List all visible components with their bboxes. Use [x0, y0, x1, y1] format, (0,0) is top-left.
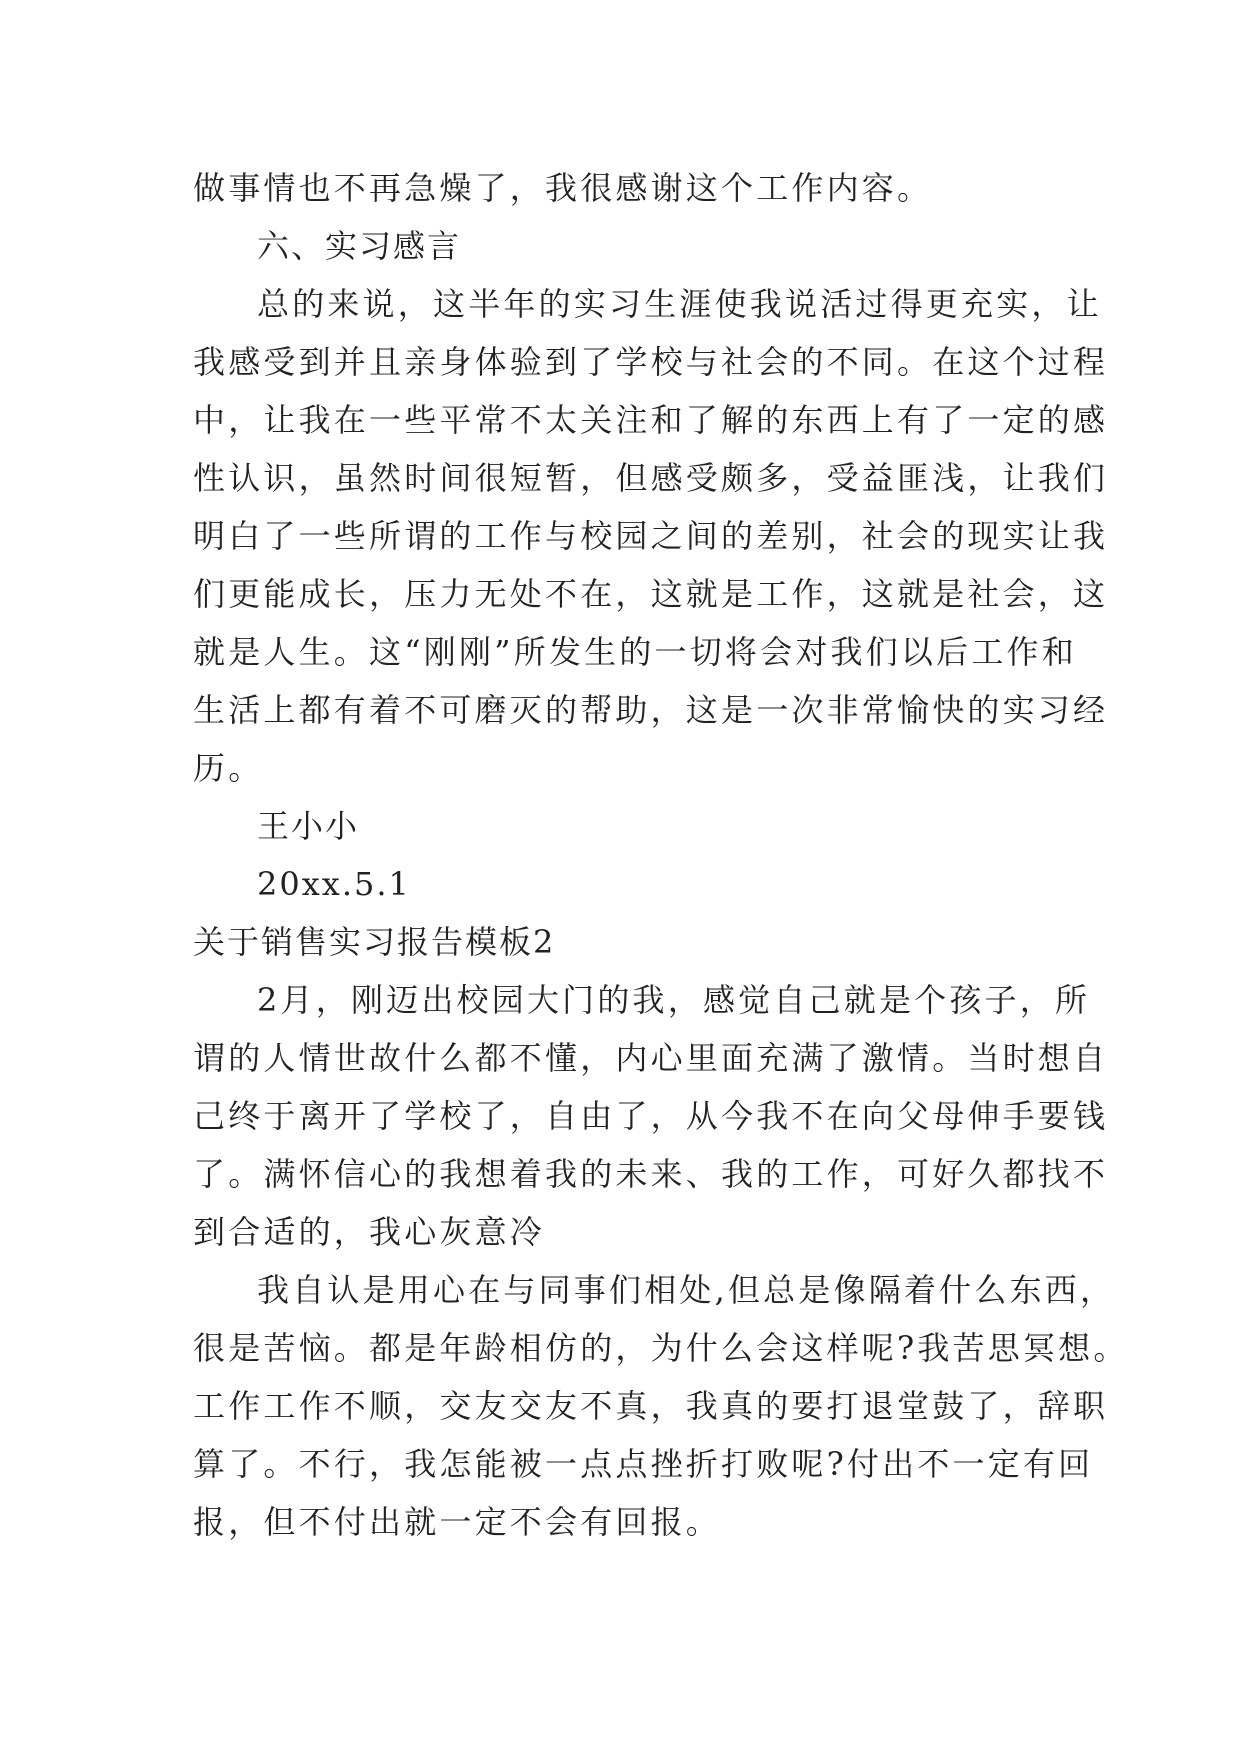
paragraph-line: 己终于离开了学校了，自由了，从今我不在向父母伸手要钱	[193, 1097, 1109, 1135]
paragraph-line: 性认识，虽然时间很短暂，但感受颇多，受益匪浅，让我们	[193, 459, 1109, 497]
paragraph-line: 做事情也不再急燥了，我很感谢这个工作内容。	[193, 169, 933, 207]
paragraph-line: 历。	[193, 749, 264, 787]
author-name: 王小小	[257, 807, 360, 845]
paragraph-line: 2月，刚迈出校园大门的我，感觉自己就是个孩子，所	[257, 981, 1091, 1019]
report-date: 20xx.5.1	[257, 865, 411, 903]
paragraph-line: 中，让我在一些平常不太关注和了解的东西上有了一定的感	[193, 401, 1109, 439]
paragraph-line: 就是人生。这“刚刚”所发生的一切将会对我们以后工作和	[193, 633, 1077, 671]
paragraph-line: 我感受到并且亲身体验到了学校与社会的不同。在这个过程	[193, 343, 1109, 381]
paragraph-line: 们更能成长，压力无处不在，这就是工作，这就是社会，这	[193, 575, 1109, 613]
paragraph-line: 谓的人情世故什么都不懂，内心里面充满了激情。当时想自	[193, 1039, 1109, 1077]
paragraph-line: 很是苦恼。都是年龄相仿的，为什么会这样呢?我苦思冥想。	[193, 1329, 1129, 1367]
paragraph-line: 我自认是用心在与同事们相处,但总是像隔着什么东西，	[257, 1271, 1116, 1309]
section-heading: 六、实习感言	[257, 227, 462, 265]
paragraph-line: 报，但不付出就一定不会有回报。	[193, 1503, 722, 1541]
paragraph-line: 工作工作不顺，交友交友不真，我真的要打退堂鼓了，辞职	[193, 1387, 1109, 1425]
paragraph-line: 总的来说，这半年的实习生涯使我说活过得更充实，让	[257, 285, 1102, 323]
document-title: 关于销售实习报告模板2	[193, 923, 556, 961]
paragraph-line: 算了。不行，我怎能被一点点挫折打败呢?付出不一定有回	[193, 1445, 1094, 1483]
paragraph-line: 生活上都有着不可磨灭的帮助，这是一次非常愉快的实习经	[193, 691, 1109, 729]
paragraph-line: 到合适的，我心灰意冷	[193, 1213, 546, 1251]
paragraph-line: 明白了一些所谓的工作与校园之间的差别，社会的现实让我	[193, 517, 1109, 555]
paragraph-line: 了。满怀信心的我想着我的未来、我的工作，可好久都找不	[193, 1155, 1109, 1193]
